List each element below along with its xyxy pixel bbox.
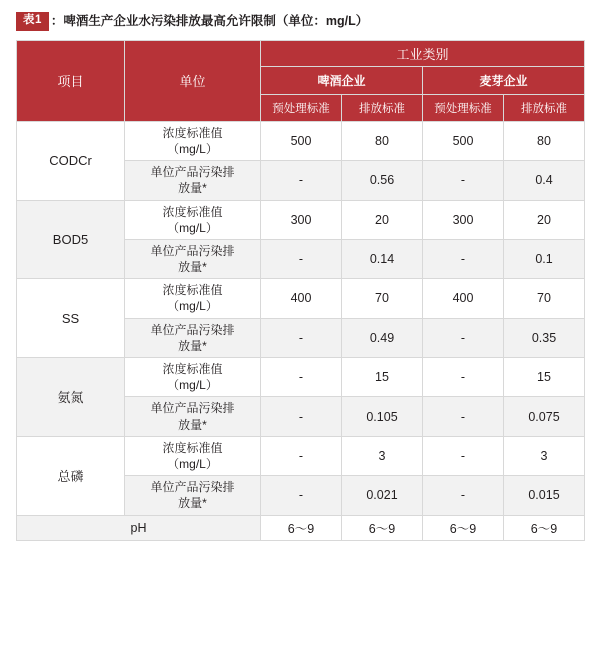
row-param-codcr: CODCr	[17, 121, 125, 200]
table-row	[17, 358, 585, 397]
cell-value: -	[423, 436, 504, 475]
unit-load	[125, 318, 261, 357]
table-caption	[16, 12, 584, 31]
table-row	[17, 200, 585, 239]
cell-value: 400	[423, 279, 504, 318]
table-row	[17, 121, 585, 160]
unit-concentration-line2: （mg/L）	[167, 378, 218, 393]
cell-value: 500	[423, 121, 504, 160]
cell-value: 15	[504, 358, 585, 397]
cell-value: -	[261, 161, 342, 200]
table-row-ph	[17, 515, 585, 540]
cell-value: -	[261, 358, 342, 397]
cell-value: 3	[504, 436, 585, 475]
cell-value: 6～9	[342, 515, 423, 540]
cell-value: -	[423, 358, 504, 397]
table-header	[17, 40, 585, 121]
cell-value: -	[261, 318, 342, 357]
cell-value: 70	[504, 279, 585, 318]
cell-value: 80	[342, 121, 423, 160]
header-group-malt: 麦芽企业	[423, 66, 585, 94]
unit-load-line1: 单位产品污染排	[150, 401, 235, 416]
cell-value: 0.56	[342, 161, 423, 200]
header-beer-pretreatment: 预处理标准	[261, 94, 342, 121]
unit-load-line2: 放量*	[178, 338, 207, 353]
cell-value: -	[261, 239, 342, 278]
pollutant-limits-table	[16, 40, 585, 541]
cell-value: 20	[504, 200, 585, 239]
cell-value: -	[423, 239, 504, 278]
unit-load	[125, 161, 261, 200]
row-param-ss: SS	[17, 279, 125, 358]
cell-value: 300	[261, 200, 342, 239]
cell-value: 0.015	[504, 476, 585, 515]
unit-concentration-line1: 浓度标准值	[162, 125, 223, 140]
table-row	[17, 279, 585, 318]
cell-value: 80	[504, 121, 585, 160]
unit-concentration-line1: 浓度标准值	[162, 283, 223, 298]
unit-concentration	[125, 200, 261, 239]
unit-load-line2: 放量*	[178, 496, 207, 511]
unit-concentration	[125, 358, 261, 397]
cell-value: 0.1	[504, 239, 585, 278]
row-param-ph: pH	[17, 515, 261, 540]
cell-value: 500	[261, 121, 342, 160]
unit-concentration-line2: （mg/L）	[167, 299, 218, 314]
cell-value: -	[261, 397, 342, 436]
cell-value: 0.105	[342, 397, 423, 436]
header-industry-group: 工业类别	[261, 40, 585, 66]
cell-value: 0.021	[342, 476, 423, 515]
cell-value: 0.4	[504, 161, 585, 200]
header-row-1	[17, 40, 585, 66]
cell-value: 20	[342, 200, 423, 239]
unit-load-line1: 单位产品污染排	[150, 480, 235, 495]
unit-load-line1: 单位产品污染排	[150, 322, 235, 337]
table-body	[17, 121, 585, 540]
unit-load-line2: 放量*	[178, 417, 207, 432]
row-param-bod5: BOD5	[17, 200, 125, 279]
unit-load-line2: 放量*	[178, 260, 207, 275]
table-row	[17, 436, 585, 475]
header-item: 项目	[17, 40, 125, 121]
cell-value: 400	[261, 279, 342, 318]
header-malt-pretreatment: 预处理标准	[423, 94, 504, 121]
unit-load-line2: 放量*	[178, 181, 207, 196]
header-unit: 单位	[125, 40, 261, 121]
cell-value: 6～9	[261, 515, 342, 540]
cell-value: 0.075	[504, 397, 585, 436]
row-param-ammonia: 氨氮	[17, 358, 125, 437]
unit-load	[125, 397, 261, 436]
cell-value: 15	[342, 358, 423, 397]
cell-value: -	[423, 397, 504, 436]
unit-concentration-line1: 浓度标准值	[162, 440, 223, 455]
cell-value: 0.49	[342, 318, 423, 357]
table-caption-text: ：啤酒生产企业水污染排放最高允许限制（单位：mg/L）	[50, 13, 369, 28]
cell-value: -	[423, 476, 504, 515]
header-beer-discharge: 排放标准	[342, 94, 423, 121]
table-caption-badge: 表1	[16, 12, 49, 31]
unit-concentration-line1: 浓度标准值	[162, 204, 223, 219]
header-group-beer: 啤酒企业	[261, 66, 423, 94]
cell-value: 6～9	[423, 515, 504, 540]
cell-value: -	[423, 318, 504, 357]
cell-value: -	[423, 161, 504, 200]
unit-load	[125, 476, 261, 515]
cell-value: 300	[423, 200, 504, 239]
unit-load	[125, 239, 261, 278]
unit-concentration	[125, 436, 261, 475]
cell-value: -	[261, 436, 342, 475]
row-param-total-phosphorus: 总磷	[17, 436, 125, 515]
cell-value: 0.14	[342, 239, 423, 278]
cell-value: 0.35	[504, 318, 585, 357]
cell-value: -	[261, 476, 342, 515]
header-malt-discharge: 排放标准	[504, 94, 585, 121]
unit-load-line1: 单位产品污染排	[150, 243, 235, 258]
unit-concentration	[125, 279, 261, 318]
unit-concentration-line2: （mg/L）	[167, 141, 218, 156]
cell-value: 6～9	[504, 515, 585, 540]
unit-concentration	[125, 121, 261, 160]
unit-concentration-line2: （mg/L）	[167, 220, 218, 235]
cell-value: 3	[342, 436, 423, 475]
unit-concentration-line2: （mg/L）	[167, 456, 218, 471]
unit-concentration-line1: 浓度标准值	[162, 362, 223, 377]
cell-value: 70	[342, 279, 423, 318]
unit-load-line1: 单位产品污染排	[150, 165, 235, 180]
